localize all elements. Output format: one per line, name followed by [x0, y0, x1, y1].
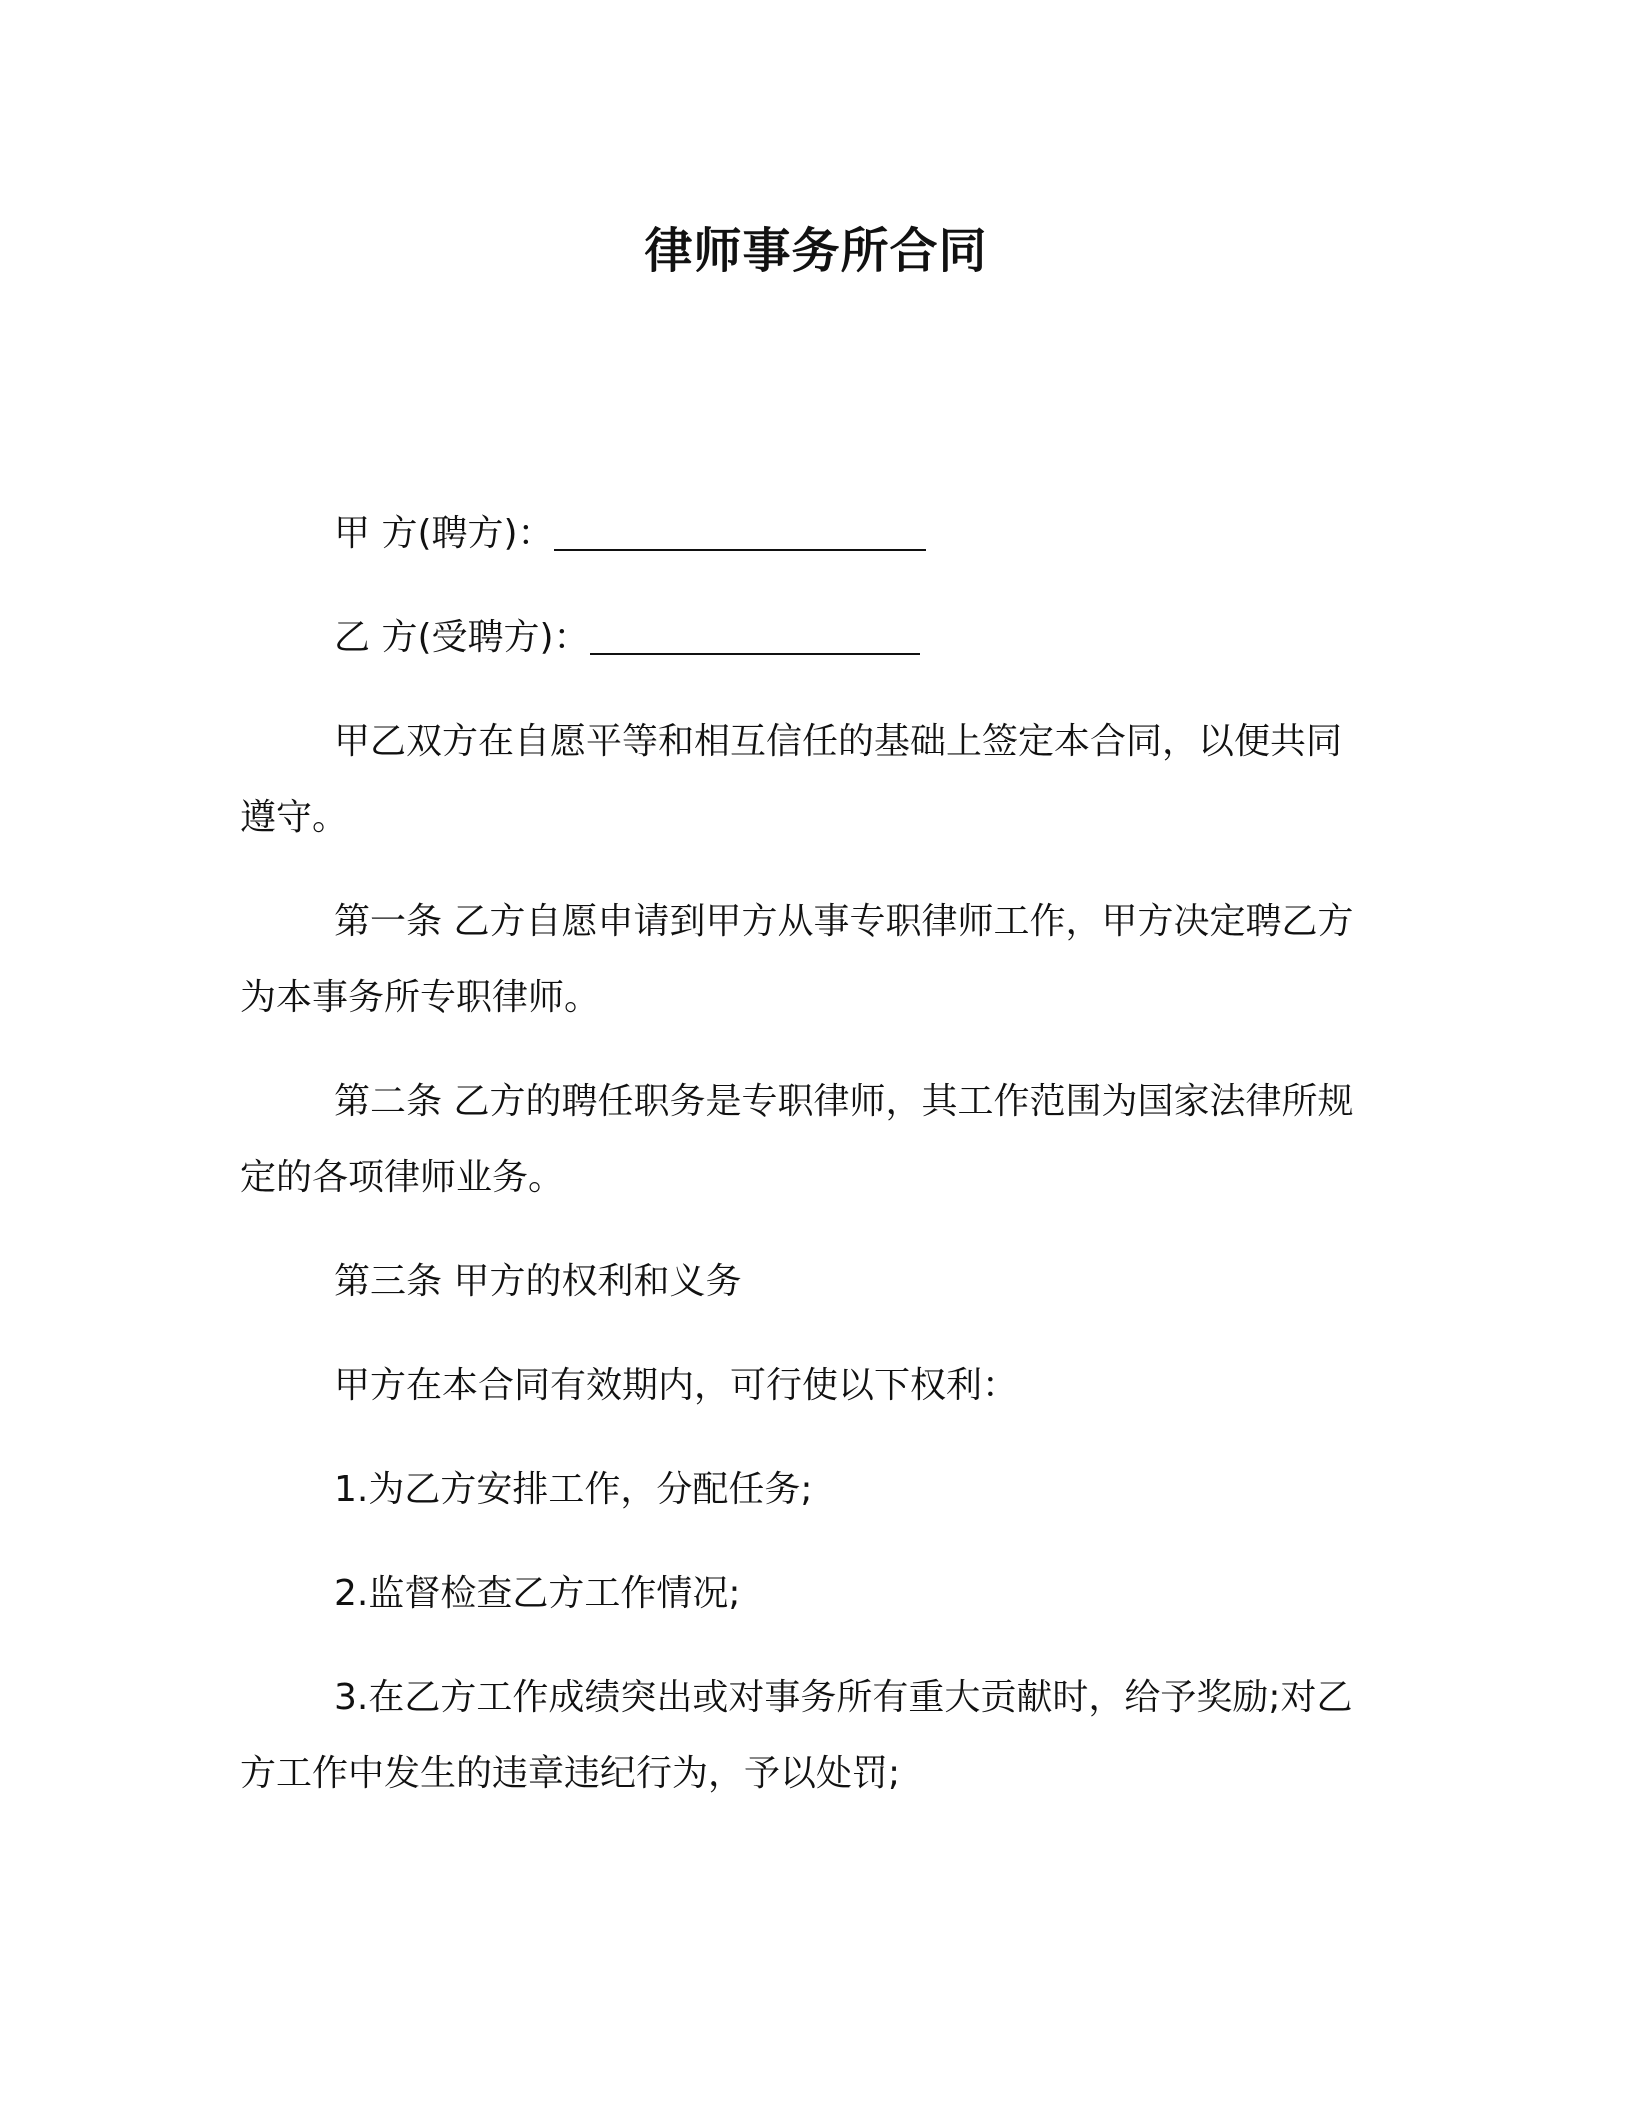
party-a-blank — [554, 505, 926, 551]
article-3-rights-intro: 甲方在本合同有效期内，可行使以下权利： — [334, 1365, 1019, 1406]
article-3-heading: 第三条 甲方的权利和义务 — [334, 1261, 742, 1302]
right-item-1: 1.为乙方安排工作，分配任务; — [334, 1469, 813, 1510]
party-b-line — [240, 600, 1392, 676]
paragraph-intro-line1: 甲乙双方在自愿平等和相互信任的基础上签定本合同，以便共同 — [334, 721, 1343, 762]
article-2 — [240, 1064, 1392, 1216]
right-item-3 — [240, 1660, 1392, 1812]
article-2-line1: 第二条 乙方的聘任职务是专职律师，其工作范围为国家法律所规 — [334, 1081, 1354, 1122]
article-2-line2: 定的各项律师业务。 — [240, 1157, 565, 1198]
paragraph-intro — [240, 704, 1392, 856]
party-a-line — [240, 496, 1392, 572]
right-item-3-line1: 3.在乙方工作成绩突出或对事务所有重大贡献时，给予奖励;对乙 — [334, 1677, 1353, 1718]
article-1-line2: 为本事务所专职律师。 — [240, 977, 601, 1018]
document-body — [240, 496, 1392, 1840]
party-b-blank — [590, 609, 920, 655]
party-a-label: 甲 方(聘方)： — [334, 513, 554, 554]
article-1-line1: 第一条 乙方自愿申请到甲方从事专职律师工作，甲方决定聘乙方 — [334, 901, 1354, 942]
right-item-2: 2.监督检查乙方工作情况; — [334, 1573, 741, 1614]
paragraph-intro-line2: 遵守。 — [240, 797, 349, 838]
party-b-label: 乙 方(受聘方)： — [334, 617, 590, 658]
right-item-3-line2: 方工作中发生的违章违纪行为，予以处罚; — [240, 1753, 901, 1794]
article-1 — [240, 884, 1392, 1036]
document-title: 律师事务所合同 — [644, 223, 988, 279]
